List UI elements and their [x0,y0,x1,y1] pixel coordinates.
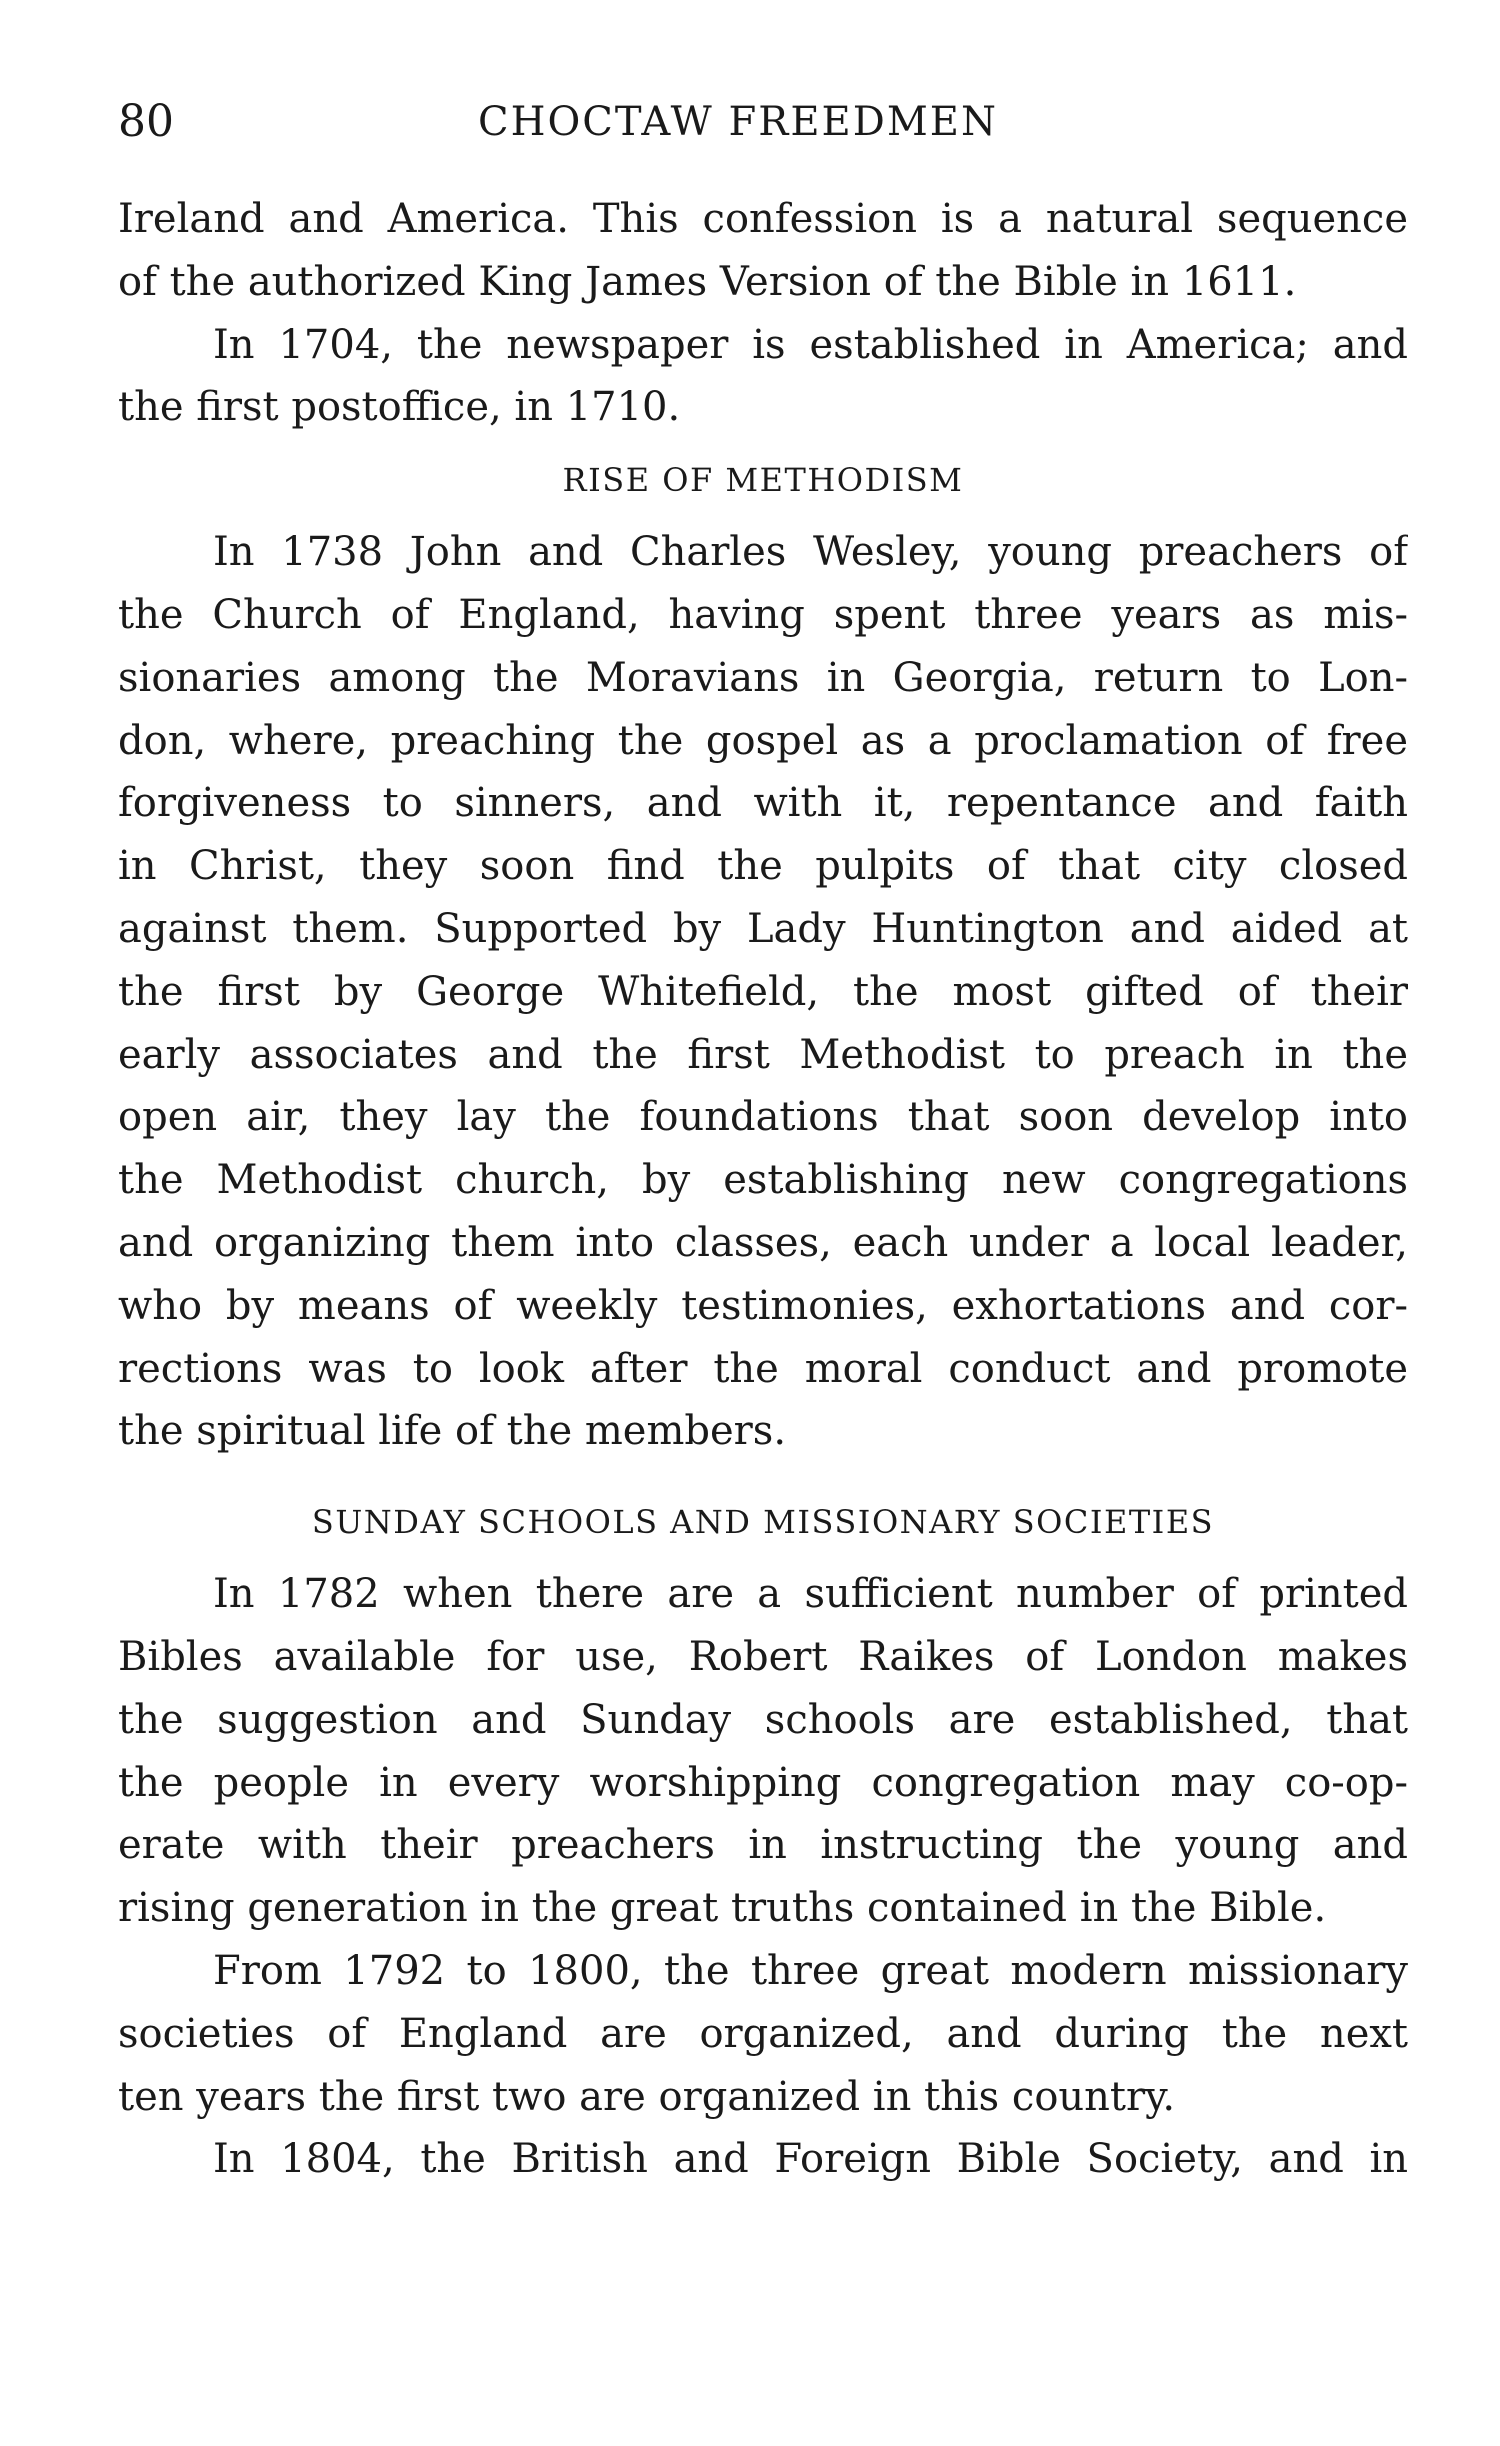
text-line: the Church of England, having spent three years as mis- [118,591,1408,638]
text-line: early associates and the first Methodist to preach in the [118,1031,1408,1078]
text-line: societies of England are organized, and during the next [118,2010,1408,2057]
text-line: Bibles available for use, Robert Raikes of London makes [118,1633,1408,1680]
text-line: the first by George Whitefield, the most gifted of their [118,968,1408,1015]
text-line: ten years the first two are organized in this country. [118,2073,1176,2120]
page-body [118,188,1408,2191]
text-line: who by means of weekly testimonies, exhortations and cor- [118,1282,1408,1329]
page-header [118,92,1408,152]
text-line: open air, they lay the foundations that soon develop into [118,1094,1408,1141]
intro-paragraphs [118,188,1408,439]
section-heading-methodism: RISE OF METHODISM [562,461,964,500]
text-line: rections was to look after the moral conduct and promote [118,1345,1408,1392]
text-line: the first postoffice, in 1710. [118,384,681,431]
text-line: the Methodist church, by establishing new congregations [118,1157,1408,1204]
text-line: In 1738 John and Charles Wesley, young preachers of [213,529,1408,576]
methodism-paragraph [118,521,1408,1463]
text-line: the spiritual life of the members. [118,1408,787,1455]
text-line: In 1704, the newspaper is established in America; and [213,321,1408,368]
text-line: and organizing them into classes, each under a local leader, [118,1219,1408,1266]
section-spacer [118,1463,1408,1481]
text-line: rising generation in the great truths contained in the Bible. [118,1885,1327,1932]
running-head: CHOCTAW FREEDMEN [478,99,998,145]
page-number: 80 [118,96,174,147]
text-line: forgiveness to sinners, and with it, repentance and faith [118,780,1408,827]
text-line: against them. Supported by Lady Huntington and aided at [118,905,1408,952]
text-line: In 1782 when there are a sufficient number of printed [213,1571,1408,1618]
text-line: Ireland and America. This confession is a natural sequence [118,196,1408,242]
text-line: the people in every worshipping congregation may co-op- [118,1759,1408,1806]
text-line: of the authorized King James Version of the Bible in 1611. [118,258,1297,305]
sunday-schools-paragraphs [118,1563,1408,2191]
text-line: sionaries among the Moravians in Georgia, return to Lon- [118,654,1408,701]
text-line: From 1792 to 1800, the three great modern missionary [213,1947,1408,1994]
text-line: don, where, preaching the gospel as a proclamation of free [118,717,1408,764]
text-line: In 1804, the British and Foreign Bible Society, and in [213,2136,1408,2183]
text-line: in Christ, they soon find the pulpits of that city closed [118,843,1408,890]
text-line: erate with their preachers in instructing the young and [118,1822,1408,1869]
section-heading-sunday-schools: SUNDAY SCHOOLS AND MISSIONARY SOCIETIES [311,1503,1215,1542]
text-line: the suggestion and Sunday schools are established, that [118,1696,1408,1743]
